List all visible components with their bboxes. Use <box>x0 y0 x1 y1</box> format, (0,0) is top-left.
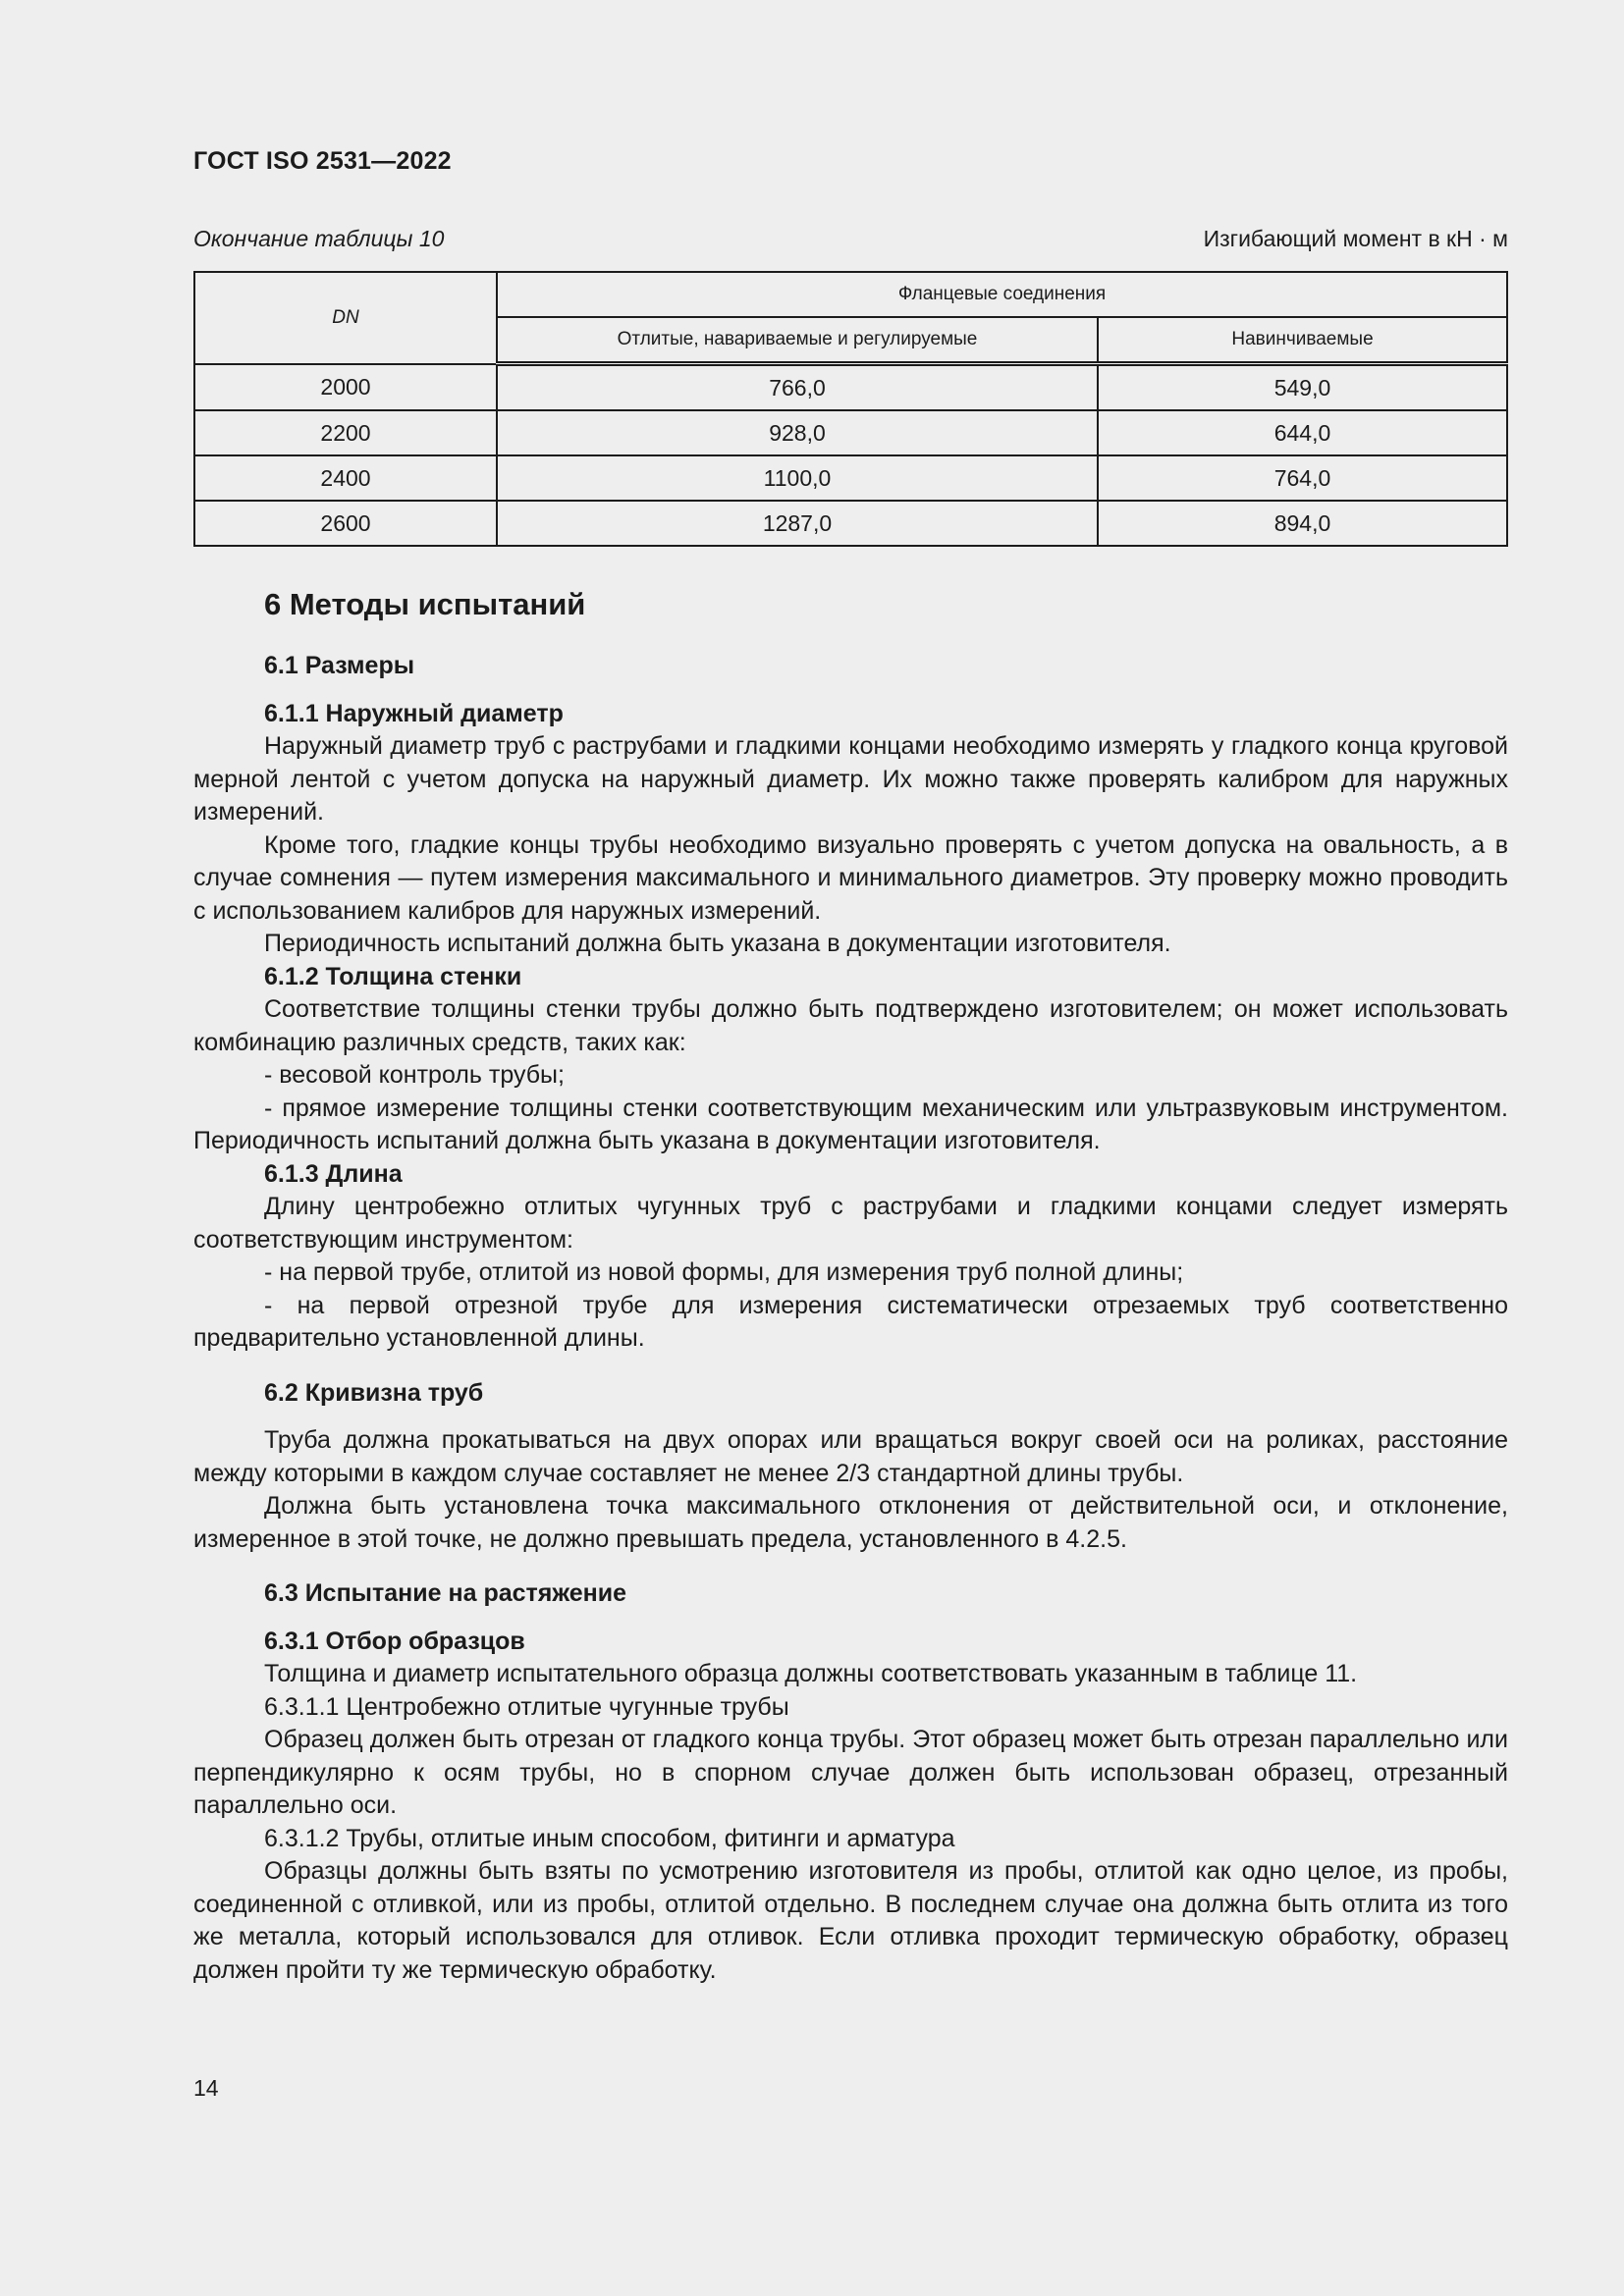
paragraph: Кроме того, гладкие концы трубы необходимо визуально проверять с учетом допуска на овальность, а в случае сомнения — путем измерения максимального и минимального диаметров. Эту проверку можно проводить с использованием калибров для наружных измерений. <box>193 830 1508 925</box>
paragraph: Наружный диаметр труб с раструбами и гладкими концами необходимо измерять у гладкого конца круговой мерной лентой с учетом допуска на наружный диаметр. Их можно также проверять калибром для наружных измерений. <box>193 732 1508 826</box>
table-cell: 894,0 <box>1098 501 1507 546</box>
section-text <box>193 583 1508 1987</box>
table-body <box>194 364 1507 547</box>
table-cell: 1100,0 <box>497 455 1098 501</box>
column-header-dn: DN <box>194 272 497 364</box>
column-header-cast: Отлитые, навариваемые и регулируемые <box>497 317 1098 364</box>
table-cell: 2200 <box>194 410 497 455</box>
paragraph: Образцы должны быть взяты по усмотрению изготовителя из пробы, отлитой как одно целое, из пробы, соединенной с отливкой, или из пробы, отлитой отдельно. В последнем случае она должна быть отлита из того же металла, который использовался для отливок. Если отливка проходит термическую обработку, образец должен пройти ту же термическую обработку. <box>193 1857 1508 1984</box>
table-cell: 764,0 <box>1098 455 1507 501</box>
table-cell: 549,0 <box>1098 364 1507 411</box>
table-unit: Изгибающий момент в кН · м <box>1203 226 1508 251</box>
column-header-screwed: Навинчиваемые <box>1098 317 1507 364</box>
column-group-header: Фланцевые соединения <box>497 272 1507 317</box>
paragraph: - весовой контроль трубы; <box>264 1061 565 1089</box>
section-heading: 6 Методы испытаний <box>264 587 586 621</box>
paragraph: 6.3.1.1 Центробежно отлитые чугунные трубы <box>264 1692 789 1721</box>
paragraph: Толщина и диаметр испытательного образца должны соответствовать указанным в таблице 11. <box>264 1660 1358 1687</box>
paragraph: - прямое измерение толщины стенки соответствующим механическим или ультразвуковым инструментом. Периодичность испытаний должна быть указана в документации изготовителя. <box>193 1094 1508 1154</box>
table-row <box>194 501 1507 546</box>
paragraph: Труба должна прокатываться на двух опорах или вращаться вокруг своей оси на роликах, расстояние между которыми в каждом случае составляет не менее 2/3 стандартной длины трубы. <box>193 1426 1508 1487</box>
table-row <box>194 410 1507 455</box>
table-cell: 766,0 <box>497 364 1098 411</box>
paragraph: Периодичность испытаний должна быть указана в документации изготовителя. <box>264 930 1171 957</box>
clause-heading: 6.1.2 Толщина стенки <box>264 962 522 990</box>
paragraph: 6.3.1.2 Трубы, отлитые иным способом, фитинги и арматура <box>264 1824 955 1852</box>
paragraph: Длину центробежно отлитых чугунных труб с раструбами и гладкими концами следует измерять соответствующим инструментом: <box>193 1193 1508 1254</box>
paragraph: - на первой отрезной трубе для измерения систематически отрезаемых труб соответственно предварительно установленной длины. <box>193 1291 1508 1352</box>
paragraph: Соответствие толщины стенки трубы должно быть подтверждено изготовителем; он может использовать комбинацию различных средств, таких как: <box>193 995 1508 1056</box>
table-cell: 2600 <box>194 501 497 546</box>
paragraph: Образец должен быть отрезан от гладкого конца трубы. Этот образец может быть отрезан параллельно или перпендикулярно к осям трубы, но в спорном случае должен быть использован образец, отрезанный параллельно оси. <box>193 1726 1508 1819</box>
subsection-heading: 6.1 Размеры <box>264 652 415 679</box>
table-cell: 2000 <box>194 364 497 411</box>
table-row <box>194 455 1507 501</box>
document-code: ГОСТ ISO 2531—2022 <box>193 147 452 175</box>
table-cell: 644,0 <box>1098 410 1507 455</box>
bending-moment-table <box>193 271 1508 547</box>
clause-heading: 6.1.1 Наружный диаметр <box>264 699 564 727</box>
clause-heading: 6.1.3 Длина <box>264 1159 403 1188</box>
subsection-heading: 6.3 Испытание на растяжение <box>264 1579 627 1607</box>
subsection-heading: 6.2 Кривизна труб <box>264 1378 484 1407</box>
clause-heading: 6.3.1 Отбор образцов <box>264 1627 525 1655</box>
page-number: 14 <box>193 2075 219 2101</box>
table-row <box>194 364 1507 411</box>
table-caption: Окончание таблицы 10 <box>193 226 445 251</box>
table-cell: 1287,0 <box>497 501 1098 546</box>
table-cell: 928,0 <box>497 410 1098 455</box>
paragraph: - на первой трубе, отлитой из новой формы, для измерения труб полной длины; <box>264 1258 1184 1286</box>
table-cell: 2400 <box>194 455 497 501</box>
paragraph: Должна быть установлена точка максимального отклонения от действительной оси, и отклонение, измеренное в этой точке, не должно превышать предела, установленного в 4.2.5. <box>193 1492 1508 1553</box>
